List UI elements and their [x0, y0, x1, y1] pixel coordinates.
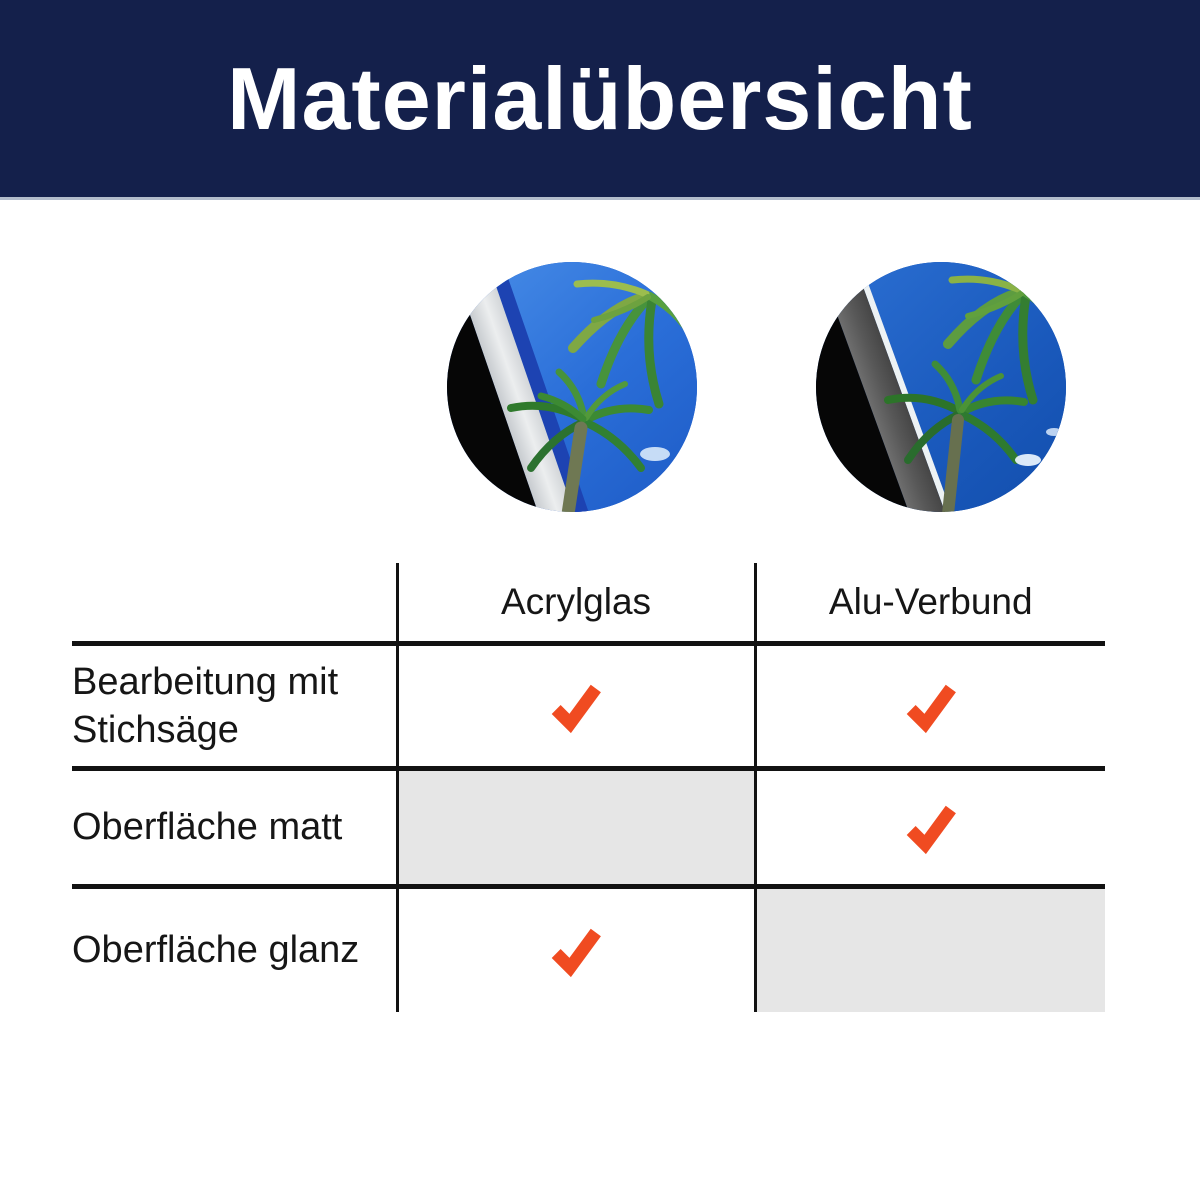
check-icon — [903, 677, 959, 735]
row-label-matt: Oberfläche matt — [72, 768, 397, 886]
cell-stichsaege-acrylglas — [397, 643, 755, 768]
alu-verbund-sample-photo — [816, 262, 1066, 512]
cell-matt-acrylglas — [397, 768, 755, 886]
table-row — [72, 886, 1105, 1012]
table-row — [72, 768, 1105, 886]
acrylglas-sample-photo — [447, 262, 697, 512]
table-row — [72, 643, 1105, 768]
row-label-glanz: Oberfläche glanz — [72, 929, 360, 972]
column-header-acrylglas: Acrylglas — [397, 563, 755, 643]
check-icon — [548, 921, 604, 979]
table-header-row — [72, 563, 1105, 643]
material-comparison-table — [72, 563, 1105, 1012]
corner-cell — [72, 563, 397, 643]
cloud — [1046, 428, 1062, 436]
page-title: Materialübersicht — [227, 48, 973, 148]
cell-matt-alu-verbund — [755, 768, 1105, 886]
cloud — [640, 447, 670, 461]
check-icon — [548, 677, 604, 735]
row-label-stichsaege: Bearbeitung mit Stichsäge — [72, 643, 397, 768]
header-banner — [0, 0, 1200, 200]
cell-glanz-alu-verbund — [755, 886, 1105, 1012]
cloud — [1015, 454, 1041, 466]
cell-glanz-acrylglas — [397, 886, 755, 1012]
column-header-alu-verbund: Alu-Verbund — [755, 563, 1105, 643]
cell-stichsaege-alu-verbund — [755, 643, 1105, 768]
check-icon — [903, 798, 959, 856]
